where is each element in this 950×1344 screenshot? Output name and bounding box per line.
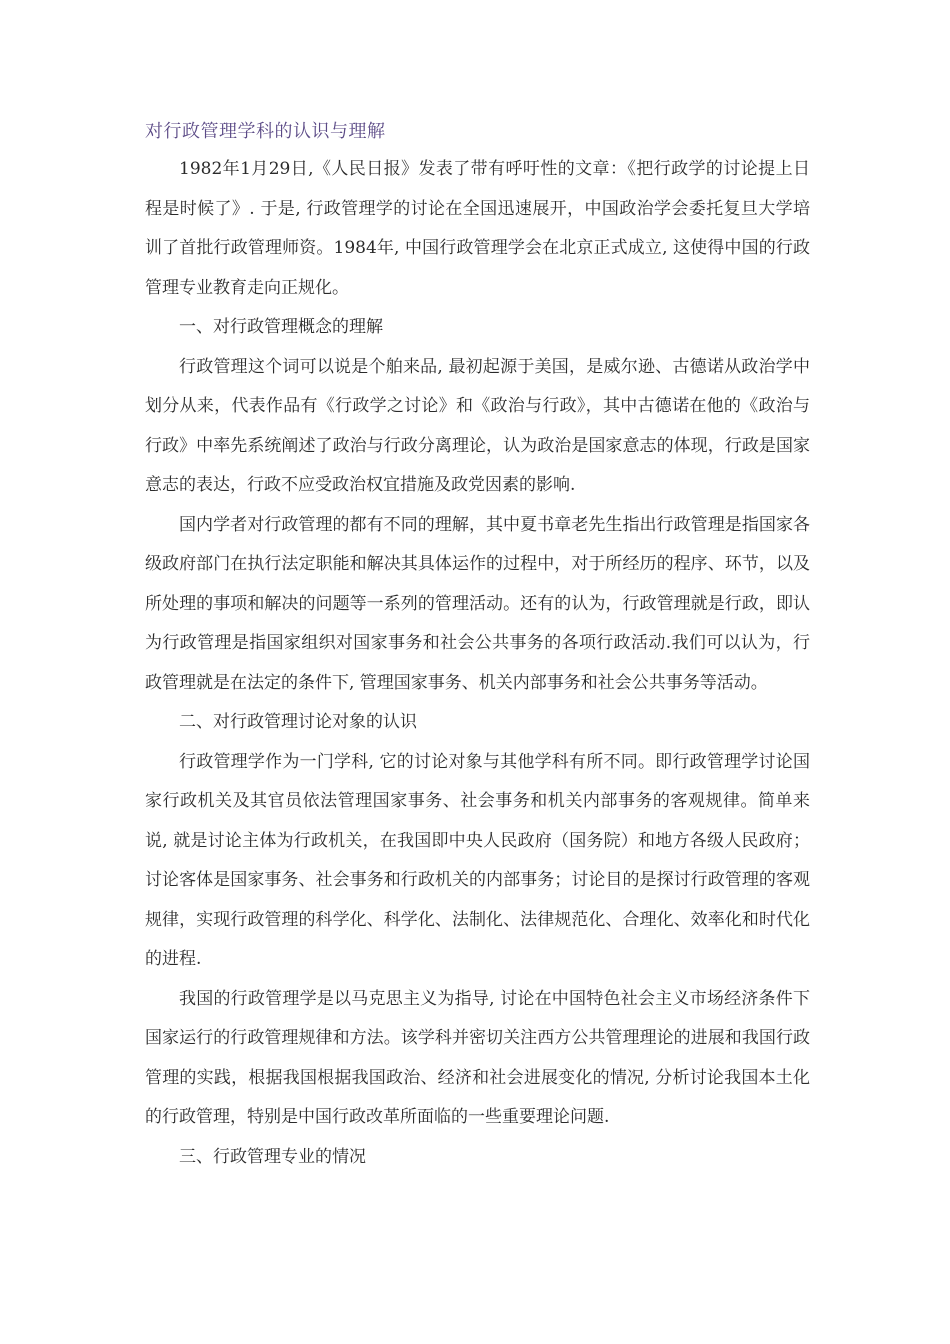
- document-page: [145, 118, 810, 1177]
- section-heading-2: 二、对行政管理讨论对象的认识: [179, 712, 417, 732]
- paragraph-concept-domestic: 国内学者对行政管理的都有不同的理解，其中夏书章老先生指出行政管理是指国家各级政府部门在执行法定职能和解决其具体运作的过程中，对于所经历的程序、环节，以及所处理的事项和解决的问题等一系列的管理活动。还有的认为，行政管理就是行政，即认为行政管理是指国家组织对国家事务和社会公共事务的各项行政活动.我们可以认为，行政管理就是在法定的条件下, 管理国家事务、机关内部事务和社会公共事务等活动。: [145, 514, 810, 693]
- paragraph-object: 行政管理学作为一门学科, 它的讨论对象与其他学科有所不同。即行政管理学讨论国家行政机关及其官员依法管理国家事务、社会事务和机关内部事务的客观规律。简单来说, 就是讨论主体为行政机关，在我国即中央人民政府（国务院）和地方各级人民政府；讨论客体是国家事务、社会事务和行政机关的内部事务；讨论目的是探讨行政管理的客观规律，实现行政管理的科学化、科学化、法制化、法律规范化、合理化、效率化和时代化的进程.: [145, 751, 810, 969]
- document-title: 对行政管理学科的认识与理解: [145, 121, 386, 142]
- section-heading-1: 一、对行政管理概念的理解: [179, 317, 383, 337]
- paragraph-intro: 1982年1月29日,《人民日报》发表了带有呼吁性的文章：《把行政学的讨论提上日程是时候了》. 于是, 行政管理学的讨论在全国迅速展开，中国政治学会委托复旦大学培训了首批行政管理师资。1984年, 中国行政管理学会在北京正式成立, 这使得中国的行政管理专业教育走向正规化。: [145, 159, 810, 298]
- section-heading-3: 三、行政管理专业的情况: [179, 1146, 366, 1167]
- paragraph-concept-origin: 行政管理这个词可以说是个舶来品, 最初起源于美国，是威尔逊、古德诺从政治学中划分从来，代表作品有《行政学之讨论》和《政治与行政》，其中古德诺在他的《政治与行政》中率先系统阐述了政治与行政分离理论，认为政治是国家意志的体现，行政是国家意志的表达，行政不应受政治权宜措施及政党因素的影响.: [145, 356, 810, 495]
- paragraph-china-discipline: 我国的行政管理学是以马克思主义为指导, 讨论在中国特色社会主义市场经济条件下国家运行的行政管理规律和方法。该学科并密切关注西方公共管理理论的进展和我国行政管理的实践，根据我国根据我国政治、经济和社会进展变化的情况, 分析讨论我国本土化的行政管理，特别是中国行政改革所面临的一些重要理论问题.: [145, 988, 810, 1127]
